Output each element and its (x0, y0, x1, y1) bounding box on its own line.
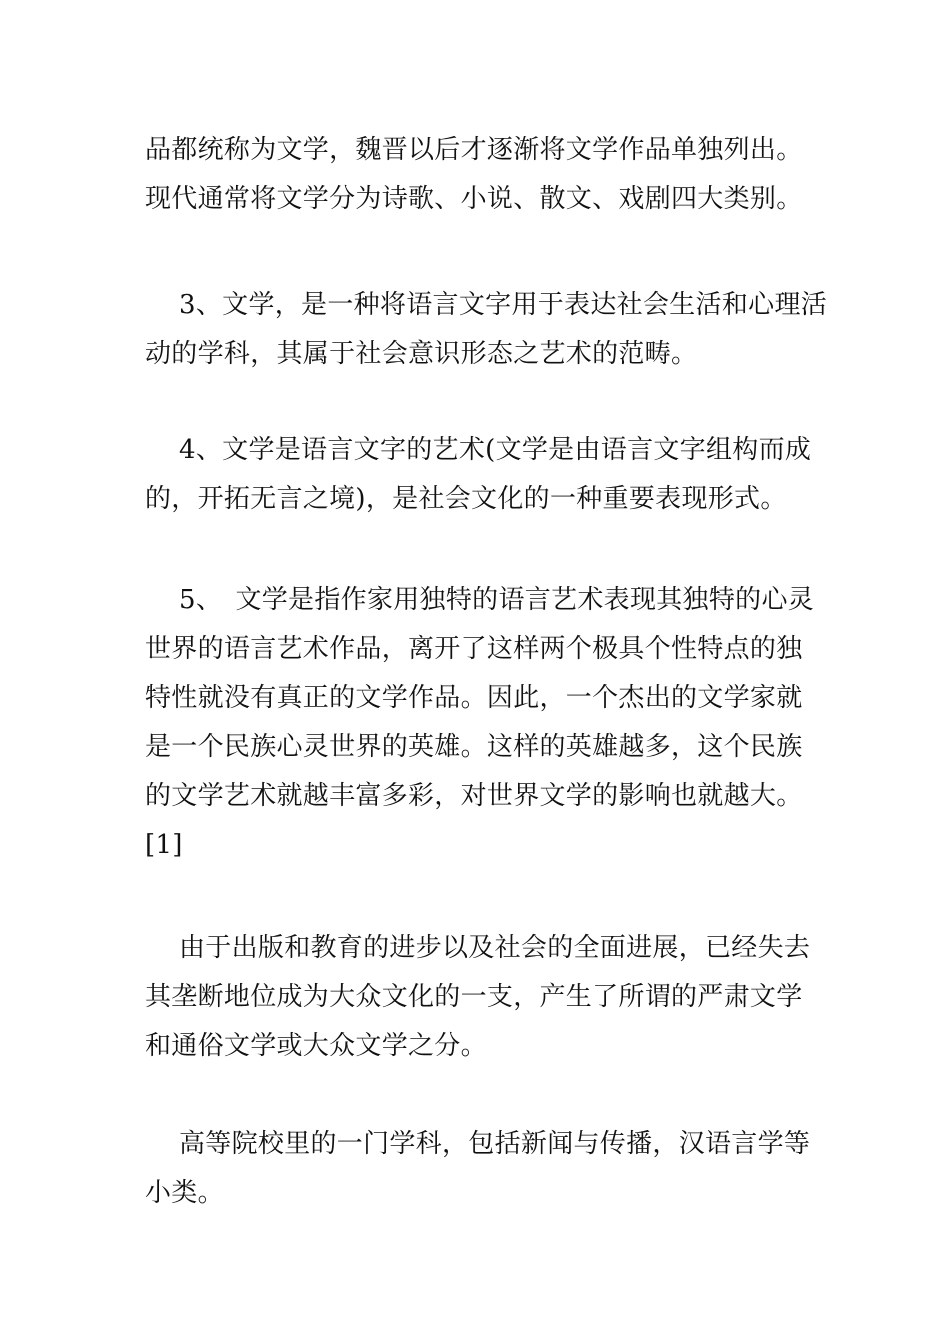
paragraph-line: 的，开拓无言之境)，是社会文化的一种重要表现形式。 (145, 484, 787, 514)
paragraph-line: 世界的语言艺术作品，离开了这样两个极具个性特点的独 (145, 634, 803, 664)
paragraph-line: 品都统称为文学，魏晋以后才逐渐将文学作品单独列出。 (145, 135, 803, 165)
footnote-reference: [1] (145, 830, 183, 860)
paragraph-line: 其垄断地位成为大众文化的一支，产生了所谓的严肃文学 (145, 982, 803, 1012)
paragraph-line: 小类。 (145, 1178, 224, 1208)
paragraph-line: 特性就没有真正的文学作品。因此，一个杰出的文学家就 (145, 683, 803, 713)
paragraph-1 (145, 126, 810, 224)
paragraph-line: 动的学科，其属于社会意识形态之艺术的范畴。 (145, 339, 698, 369)
paragraph-5 (145, 924, 810, 1071)
paragraph-line: 是一个民族心灵世界的英雄。这样的英雄越多，这个民族 (145, 732, 803, 762)
paragraph-4 (145, 576, 815, 870)
paragraph-line: 和通俗文学或大众文学之分。 (145, 1031, 487, 1061)
paragraph-line: 3、文学，是一种将语言文字用于表达社会生活和心理活 (179, 290, 828, 320)
paragraph-line: 由于出版和教育的进步以及社会的全面进展，已经失去 (179, 933, 811, 963)
paragraph-line: 高等院校里的一门学科，包括新闻与传播，汉语言学等 (179, 1129, 811, 1159)
paragraph-line: 4、文学是语言文字的艺术(文学是由语言文字组构而成 (179, 435, 812, 465)
paragraph-line: 现代通常将文学分为诗歌、小说、散文、戏剧四大类别。 (145, 184, 803, 214)
paragraph-line: 的文学艺术就越丰富多彩，对世界文学的影响也就越大。 (145, 781, 803, 811)
paragraph-line: 5、 文学是指作家用独特的语言艺术表现其独特的心灵 (179, 585, 815, 615)
paragraph-6 (145, 1120, 810, 1218)
paragraph-2 (145, 281, 828, 379)
paragraph-3 (145, 426, 810, 524)
